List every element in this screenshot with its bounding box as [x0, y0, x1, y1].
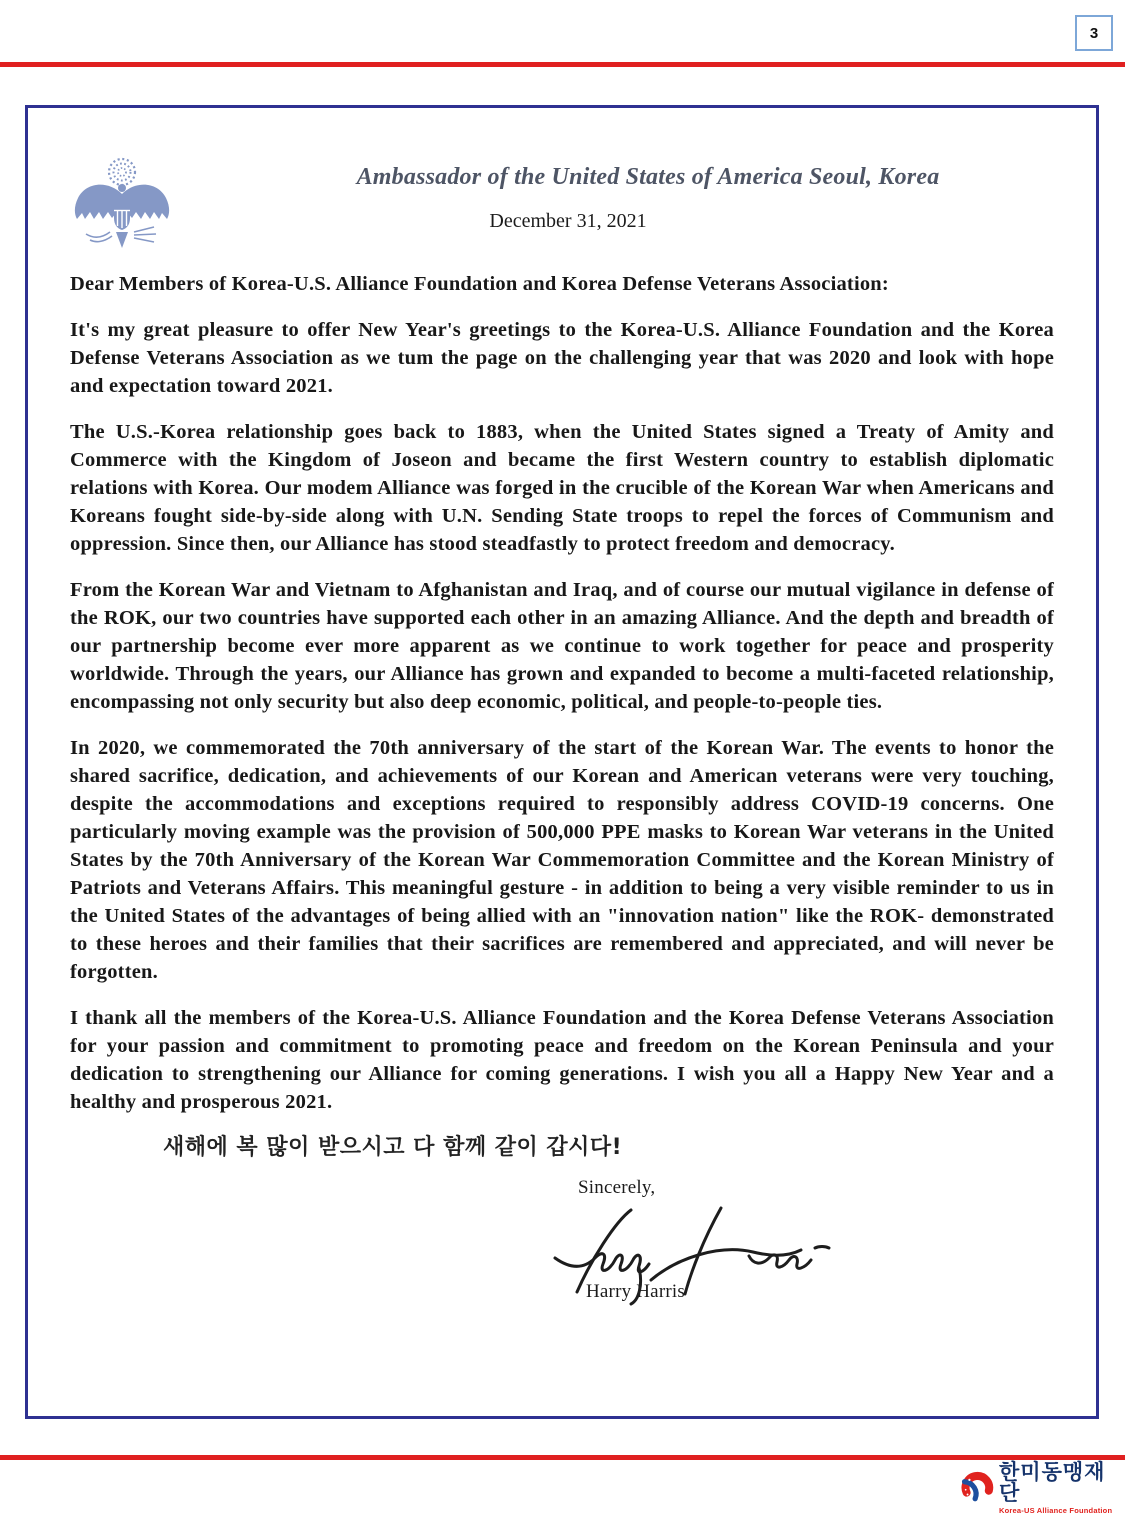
kuaf-logo-mark-icon	[960, 1469, 994, 1508]
kuaf-english-name: Korea-US Alliance Foundation	[999, 1506, 1113, 1515]
letter-body	[28, 108, 1096, 1416]
letter-date: December 31, 2021	[489, 210, 647, 232]
sincerely-label: Sincerely,	[578, 1177, 656, 1198]
salutation: Dear Members of Korea-U.S. Alliance Foundation and Korea Defense Veterans Association:	[70, 273, 889, 295]
kuaf-logo	[960, 1462, 1125, 1515]
letter-frame	[25, 105, 1099, 1419]
top-red-rule	[0, 62, 1125, 67]
letter-title: Ambassador of the United States of America Seoul, Korea	[356, 164, 940, 190]
signer-name: Harry Harris	[586, 1281, 685, 1302]
body-paragraph: From the Korean War and Vietnam to Afghanistan and Iraq, and of course our mutual vigilance in defense of the ROK, our two countries have supported each other in an amazing Alliance. And the depth and breadth of our partnership become ever more apparent as we continue to work together for peace and prosperity worldwide. Through the years, our Alliance has grown and expanded to become a multi-faceted relationship, encompassing not only security but also deep economic, political, and people-to-people ties.	[70, 579, 1054, 713]
body-paragraph: It's my great pleasure to offer New Year's greetings to the Korea-U.S. Alliance Foundation and the Korea Defense Veterans Association as we tum the page on the challenging year that was 2020 and look with hope and expectation toward 2021.	[70, 319, 1054, 397]
page-number-box	[1075, 15, 1113, 51]
page-number: 3	[1089, 24, 1099, 42]
body-paragraph: In 2020, we commemorated the 70th anniversary of the start of the Korean War. The events to honor the shared sacrifice, dedication, and achievements of our Korean and American veterans were very touching, despite the accommodations and exceptions required to responsibly address COVID-19 concerns. One particularly moving example was the provision of 500,000 PPE masks to Korean War veterans in the United States by the 70th Anniversary of the Korean War Commemoration Committee and the Korean Ministry of Patriots and Veterans Affairs. This meaningful gesture - in addition to being a very visible reminder to us in the United States of the advantages of being allied with an "innovation nation" like the ROK- demonstrated to these heroes and their families that their sacrifices are remembered and appreciated, and will never be forgotten.	[70, 737, 1054, 983]
body-paragraph: I thank all the members of the Korea-U.S. Alliance Foundation and the Korea Defense Veterans Association for your passion and commitment to promoting peace and freedom on the Korean Peninsula and your dedication to strengthening our Alliance for coming generations. I wish you all a Happy New Year and a healthy and prosperous 2021.	[70, 1007, 1054, 1113]
korean-greeting: 새해에 복 많이 받으시고 다 함께 같이 갑시다!	[163, 1135, 623, 1160]
bottom-red-rule	[0, 1455, 1125, 1460]
handwritten-signature-icon	[525, 1202, 1054, 1290]
kuaf-korean-name: 한미동맹재단	[999, 1460, 1106, 1505]
body-paragraph: The U.S.-Korea relationship goes back to 1883, when the United States signed a Treaty of Amity and Commerce with the Kingdom of Joseon and became the first Western country to establish diplomatic relations with Korea. Our modem Alliance was forged in the crucible of the Korean War when Americans and Koreans fought side-by-side along with U.N. Sending State troops to repel the forces of Communism and oppression. Since then, our Alliance has stood steadfastly to protect freedom and democracy.	[70, 421, 1054, 555]
